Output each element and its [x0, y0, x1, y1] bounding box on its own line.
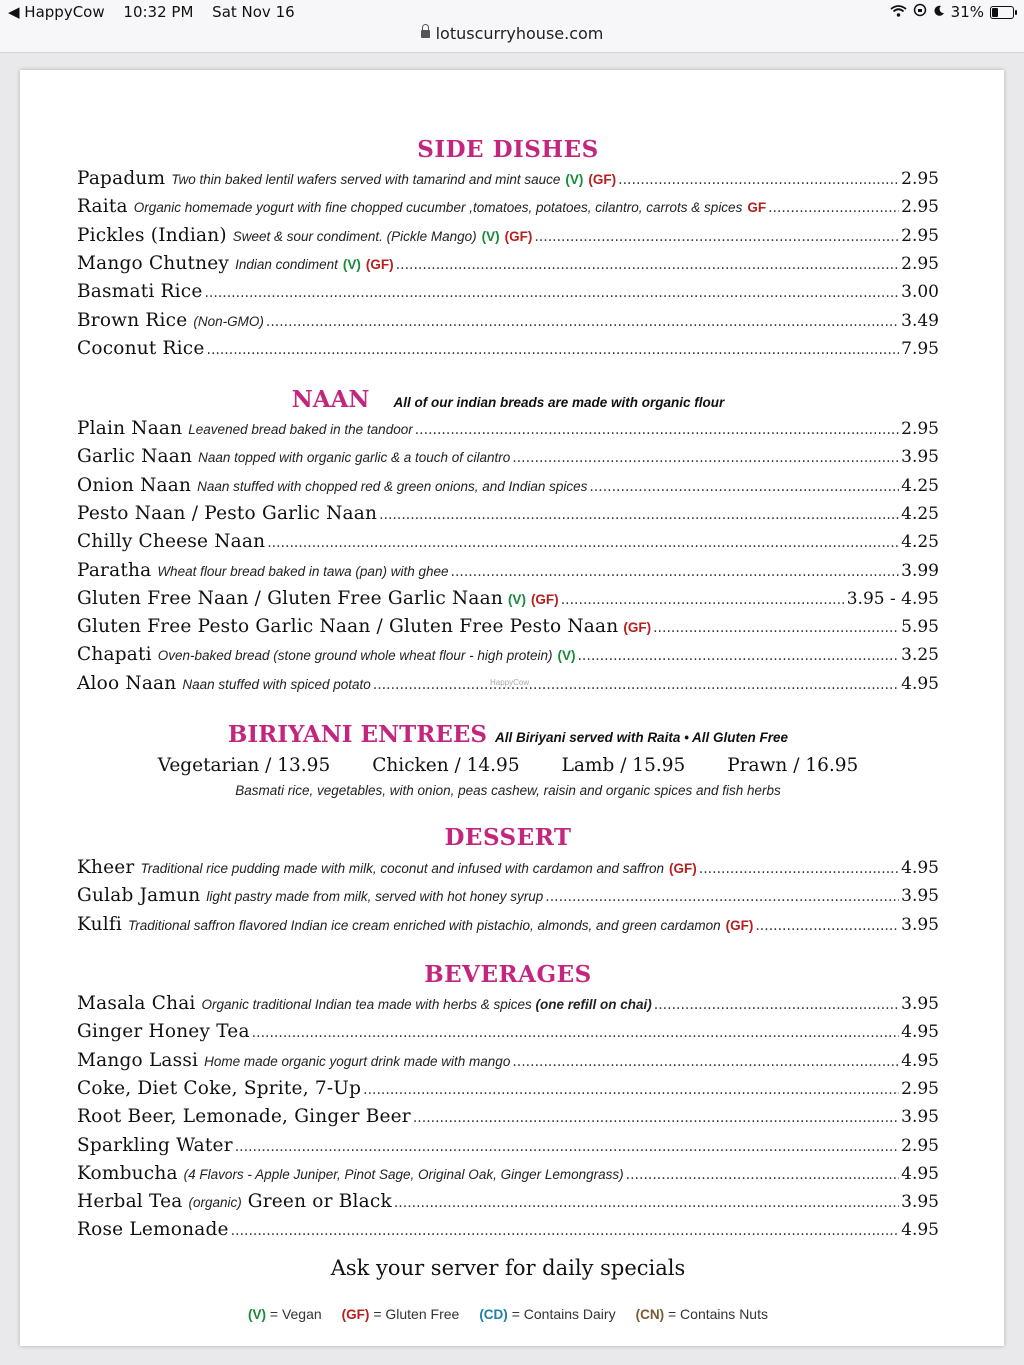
item-name: Chilly Cheese Naan	[77, 531, 266, 553]
item-name: Pesto Naan / Pesto Garlic Naan	[77, 502, 378, 524]
item-price: 5.95	[901, 617, 939, 638]
item-name: Brown Rice	[77, 309, 188, 331]
naan-note: All of our indian breads are made with organic flour	[393, 395, 725, 410]
menu-item-row	[77, 475, 939, 503]
item-price: 2.95	[901, 1078, 939, 1099]
battery-icon	[990, 6, 1014, 19]
item-name: Ginger Honey Tea	[77, 1021, 250, 1043]
item-price: 4.95	[901, 673, 939, 694]
status-time: 10:32 PM	[123, 3, 194, 21]
address-bar[interactable]	[0, 24, 1024, 43]
leader-dots	[252, 1025, 899, 1041]
item-description: Oven-baked bread (stone ground whole wheat flour - high protein)	[157, 648, 553, 664]
status-bar	[0, 0, 1024, 53]
biriyani-option: Vegetarian / 13.95	[157, 755, 331, 776]
item-name: Papadum	[77, 168, 166, 189]
back-to-app-link[interactable]: ◀ HappyCow	[8, 3, 105, 21]
item-description: (4 Flavors - Apple Juniper, Pinot Sage, Original Oak, Ginger Lemongrass)	[183, 1166, 624, 1182]
leader-dots	[653, 620, 899, 636]
item-name: Raita	[77, 196, 128, 218]
leader-dots	[626, 1167, 900, 1183]
leader-dots	[451, 564, 900, 580]
diet-tag: (GF)	[530, 591, 559, 607]
item-price: 3.25	[901, 645, 939, 666]
item-name: Basmati Rice	[77, 281, 203, 303]
item-price: 3.99	[901, 560, 939, 581]
item-name: Aloo Naan	[77, 672, 177, 694]
leader-dots	[768, 200, 899, 216]
menu-item-row	[77, 446, 939, 474]
item-description: Home made organic yogurt drink made with mango	[204, 1053, 511, 1069]
item-description: (Non-GMO)	[193, 313, 264, 329]
status-date: Sat Nov 16	[212, 3, 295, 21]
menu-item-row	[77, 616, 939, 644]
item-name: Sparkling Water	[77, 1134, 233, 1156]
legend-item	[479, 1306, 615, 1322]
item-price: 4.95	[901, 1163, 939, 1184]
item-name: Rose Lemonade	[77, 1219, 229, 1241]
leader-dots	[396, 257, 899, 273]
legend-text: = Contains Nuts	[667, 1306, 768, 1322]
legend-text: = Gluten Free	[373, 1306, 460, 1322]
legend-item	[342, 1306, 460, 1322]
menu-item-row	[77, 1021, 939, 1049]
leader-dots	[266, 314, 899, 330]
item-price: 4.95	[901, 1220, 939, 1241]
leader-dots	[394, 1195, 899, 1211]
item-price: 2.95	[901, 197, 939, 218]
diet-tag: (GF)	[725, 917, 754, 933]
legend-item	[636, 1306, 768, 1322]
leader-dots	[589, 479, 899, 495]
item-name: Coke, Diet Coke, Sprite, 7-Up	[77, 1077, 362, 1099]
leader-dots	[379, 507, 899, 523]
item-note: (one refill on chai)	[535, 997, 652, 1012]
legend-code: (CD)	[479, 1307, 508, 1322]
menu-item-row	[77, 196, 939, 224]
item-price: 3.00	[901, 282, 939, 303]
leader-dots	[235, 1139, 899, 1155]
item-price: 3.95	[901, 914, 939, 935]
leader-dots	[415, 422, 899, 438]
url-text: lotuscurryhouse.com	[435, 24, 604, 43]
diet-tag: (V)	[481, 228, 500, 244]
diet-tag: (GF)	[669, 861, 697, 876]
diet-tag: (GF)	[365, 256, 394, 272]
menu-item-row	[77, 1163, 939, 1191]
item-name: Gulab Jamun	[77, 885, 201, 907]
dessert-heading: DESSERT	[444, 824, 572, 851]
item-description: Two thin baked lentil wafers served with tamarind and mint sauce	[171, 172, 561, 187]
menu-item-row	[77, 1191, 939, 1219]
item-name: Onion Naan	[77, 474, 192, 496]
item-name: Mango Chutney	[77, 252, 230, 274]
menu-item-row	[77, 857, 939, 885]
menu-item-row	[77, 503, 939, 531]
diet-tag: (V)	[557, 648, 576, 664]
item-price: 7.95	[901, 338, 939, 359]
menu-item-row	[77, 1106, 939, 1134]
diet-tag: GF	[747, 200, 767, 216]
leader-dots	[413, 1110, 899, 1126]
moon-icon	[933, 3, 945, 21]
item-description: Sweet & sour condiment. (Pickle Mango)	[232, 228, 477, 244]
leader-dots	[231, 1223, 900, 1239]
item-description: Naan stuffed with chopped red & green onions, and Indian spices	[197, 478, 588, 494]
diet-tag: (GF)	[623, 620, 652, 636]
item-description: Traditional rice pudding made with milk, coconut and infused with cardamon and saffron	[140, 861, 665, 876]
menu-item-row	[77, 168, 939, 196]
wifi-icon	[890, 3, 907, 21]
item-description: Leavened bread baked in the tandoor	[188, 422, 413, 437]
item-price: 4.25	[901, 503, 939, 524]
item-price: 3.95	[901, 447, 939, 468]
menu-item-row	[77, 418, 939, 446]
menu-item-row	[77, 1050, 939, 1078]
item-name: Herbal Tea	[77, 1191, 183, 1213]
item-price: 3.49	[901, 310, 939, 331]
legend-code: (CN)	[635, 1307, 665, 1322]
diet-tag: (GF)	[504, 228, 533, 244]
diet-tag: (V)	[565, 172, 584, 187]
menu-item-row	[77, 885, 939, 913]
item-price: 4.95	[901, 1022, 939, 1043]
diet-tag: (V)	[342, 256, 361, 272]
item-description: Indian condiment	[235, 256, 338, 272]
menu-item-row	[77, 281, 939, 309]
biriyani-heading: BIRIYANI ENTREES	[227, 721, 488, 748]
item-name-extra: Green or Black	[247, 1191, 392, 1213]
leader-dots	[204, 285, 899, 301]
dietary-legend	[77, 1306, 939, 1322]
item-price: 4.95	[901, 1050, 939, 1071]
menu-item-row	[77, 644, 939, 672]
item-price: 4.25	[901, 532, 939, 553]
biriyani-option: Prawn / 16.95	[727, 755, 859, 776]
leader-dots	[363, 1082, 899, 1098]
item-description: Wheat flour bread baked in tawa (pan) with ghee	[157, 563, 449, 579]
item-name: Kheer	[77, 857, 135, 878]
leader-dots	[545, 889, 899, 905]
leader-dots	[373, 677, 899, 693]
biriyani-header	[77, 721, 939, 748]
item-name: Gluten Free Naan / Gluten Free Garlic Naan	[77, 587, 503, 609]
item-description: (organic)	[188, 1195, 242, 1211]
menu-item-row	[77, 588, 939, 616]
item-name: Pickles (Indian)	[77, 224, 227, 246]
biriyani-option: Lamb / 15.95	[561, 755, 686, 776]
leader-dots	[267, 535, 899, 551]
menu-page	[20, 70, 1004, 1346]
menu-item-row	[77, 225, 939, 253]
leader-dots	[207, 342, 900, 358]
menu-item-row	[77, 1219, 939, 1247]
legend-code: (GF)	[341, 1307, 370, 1322]
biriyani-note: All Biriyani served with Raita • All Gluten Free	[495, 730, 789, 745]
item-price: 2.95	[901, 225, 939, 246]
orientation-lock-icon	[913, 3, 927, 21]
side-dishes-heading: SIDE DISHES	[417, 136, 599, 163]
beverages-heading: BEVERAGES	[424, 961, 592, 988]
item-price: 3.95	[901, 1192, 939, 1213]
lock-icon	[421, 30, 430, 38]
item-price: 4.25	[901, 475, 939, 496]
item-name: Gluten Free Pesto Garlic Naan / Gluten Free Pesto Naan	[77, 616, 619, 638]
daily-specials-note: Ask your server for daily specials	[330, 1256, 686, 1280]
item-name: Root Beer, Lemonade, Ginger Beer	[77, 1106, 411, 1128]
item-name: Kombucha	[77, 1162, 178, 1184]
leader-dots	[512, 1054, 899, 1070]
leader-dots	[512, 450, 899, 466]
item-name: Kulfi	[77, 913, 123, 935]
item-name: Plain Naan	[77, 418, 183, 439]
menu-item-row	[77, 1135, 939, 1163]
legend-code: (V)	[248, 1307, 266, 1322]
naan-header	[77, 386, 939, 413]
menu-item-row	[77, 253, 939, 281]
item-price: 4.95	[901, 858, 939, 878]
leader-dots	[561, 592, 845, 608]
leader-dots	[654, 997, 899, 1013]
item-description: Naan stuffed with spiced potato	[182, 676, 371, 692]
item-description: Traditional saffron flavored Indian ice cream enriched with pistachio, almonds, and green cardamon	[128, 917, 721, 933]
item-description: light pastry made from milk, served with hot honey syrup	[206, 889, 544, 905]
leader-dots	[618, 172, 899, 188]
item-price: 2.95	[901, 169, 939, 189]
menu-item-row	[77, 531, 939, 559]
menu-item-row	[77, 560, 939, 588]
menu-item-row	[77, 338, 939, 366]
item-name: Coconut Rice	[77, 337, 205, 359]
menu-item-row	[77, 1078, 939, 1106]
item-price: 3.95	[901, 1107, 939, 1128]
item-description: Organic homemade yogurt with fine chopped cucumber ,tomatoes, potatoes, cilantro, carrots & spices	[133, 200, 743, 216]
happycow-watermark: HappyCow	[490, 678, 530, 687]
item-description: Naan topped with organic garlic & a touch of cilantro	[198, 450, 511, 466]
naan-heading: NAAN	[291, 386, 370, 413]
item-name: Mango Lassi	[77, 1049, 199, 1071]
leader-dots	[755, 918, 899, 934]
item-price: 3.95 - 4.95	[846, 588, 939, 609]
biriyani-description: Basmati rice, vegetables, with onion, peas cashew, raisin and organic spices and fish herbs	[235, 783, 781, 798]
item-price: 3.95	[901, 886, 939, 907]
item-price: 3.95	[901, 994, 939, 1014]
battery-percent: 31%	[950, 3, 984, 21]
biriyani-option: Chicken / 14.95	[372, 755, 520, 776]
menu-item-row	[77, 914, 939, 942]
diet-tag: (V)	[507, 591, 526, 607]
biriyani-options	[77, 755, 939, 776]
diet-tag: (GF)	[588, 172, 617, 187]
leader-dots	[699, 861, 899, 877]
item-description: Organic traditional Indian tea made with herbs & spices (one refill on chai)	[201, 997, 652, 1012]
item-price: 2.95	[901, 1135, 939, 1156]
item-price: 2.95	[901, 253, 939, 274]
item-name: Paratha	[77, 559, 152, 581]
legend-text: = Contains Dairy	[511, 1306, 616, 1322]
menu-item-row	[77, 993, 939, 1021]
item-name: Garlic Naan	[77, 446, 193, 468]
leader-dots	[534, 229, 899, 245]
item-name: Chapati	[77, 644, 152, 666]
legend-text: = Vegan	[269, 1306, 322, 1322]
item-price: 2.95	[901, 419, 939, 439]
item-name: Masala Chai	[77, 993, 196, 1014]
leader-dots	[577, 648, 899, 664]
legend-item	[248, 1306, 322, 1322]
menu-item-row	[77, 310, 939, 338]
